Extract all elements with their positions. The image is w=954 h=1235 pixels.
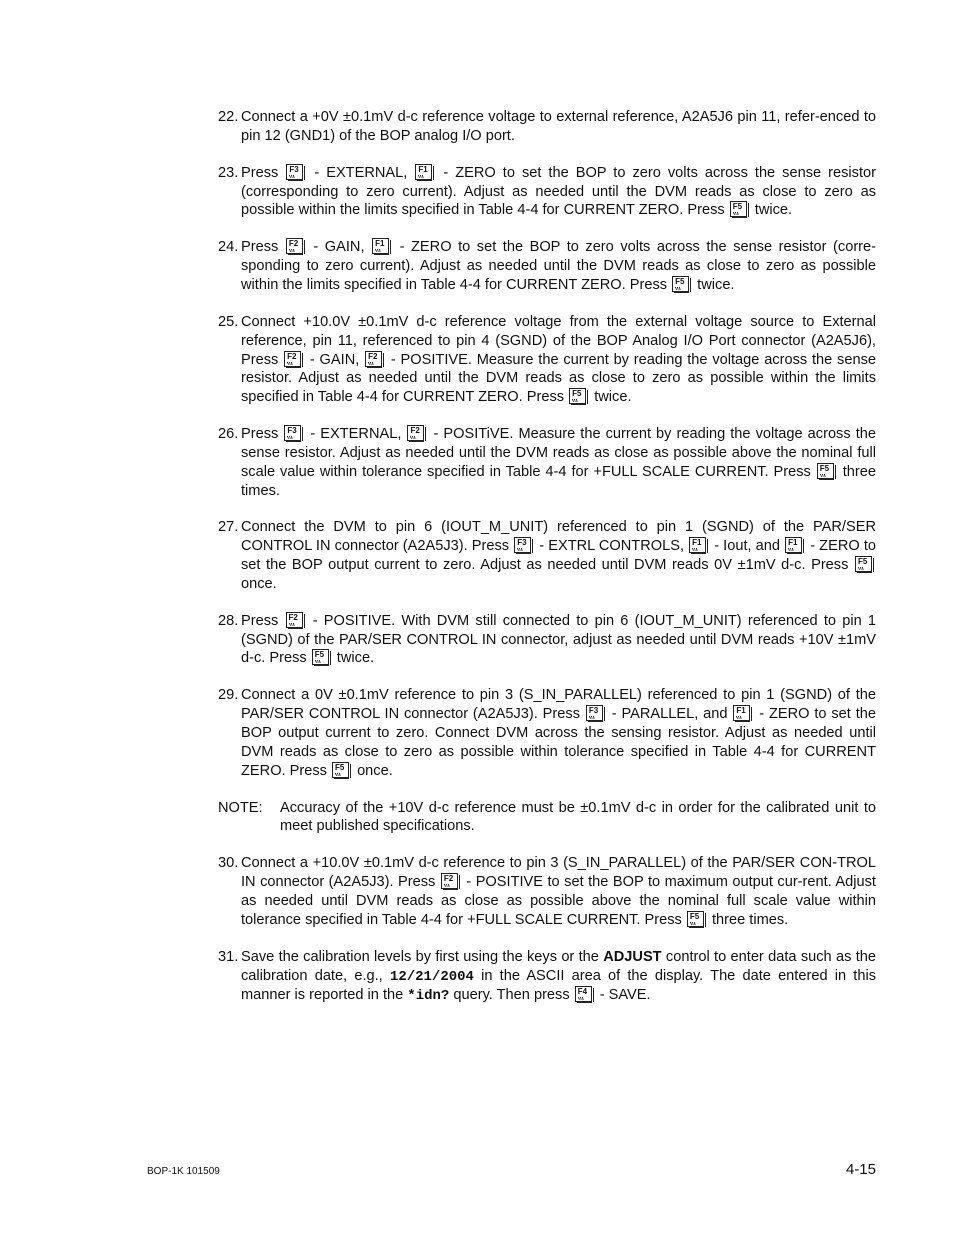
step-27 [218,518,876,593]
step-text: Connect the DVM to pin 6 (IOUT_M_UNIT) referenced to pin 1 (SGND) of the PAR/SER CONTROL IN connector (A2A5J3). Press F3 - EXTRL CONTROLS, F1 - Iout, and F1 - ZERO to set the BOP output current to zero. Adjust as needed until DVM reads 0V ±1mV d-c. Press F5 once. [241,519,876,592]
f5-key-icon: F5 [730,201,750,218]
idn-query: *idn? [407,988,450,1005]
f5-key-icon: F5 [569,388,589,405]
f2-key-icon: F2 [407,425,427,442]
step-23 [218,164,876,220]
f5-key-icon: F5 [855,556,875,573]
step-26 [218,425,876,500]
f2-key-icon: F2 [286,238,306,255]
step-31 [218,948,876,1006]
step-number: 27. [218,519,239,536]
f5-key-icon: F5 [817,463,837,480]
step-22 [218,108,876,146]
step-number: 24. [218,239,239,256]
step-number: 26. [218,426,239,443]
step-29 [218,686,876,780]
step-text: Save the calibration levels by first using the keys or the ADJUST control to enter data such as the calibration date, e.g., 12/21/2004 in the ASCII area of the display. The date entered in this manner is reported in the *idn? query. Then press F4 - SAVE. [241,948,876,1005]
step-25 [218,313,876,407]
f1-key-icon: F1 [372,238,392,255]
step-text: Press F2 - POSITIVE. With DVM still connected to pin 6 (IOUT_M_UNIT) referenced to pin 1 (SGND) of the PAR/SER CONTROL IN connector, adjust as needed until DVM reads +10V ±1mV d-c. Press F5 twice. [241,612,877,667]
note-text: Accuracy of the +10V d-c reference must be ±0.1mV d-c in order for the calibrated unit to meet published specifications. [280,799,876,835]
adjust-control-label: ADJUST [603,948,662,965]
step-text: Connect +10.0V ±0.1mV d-c reference voltage from the external voltage source to External reference, pin 11, referenced to pin 4 (SGND) of the BOP Analog I/O Port connector (A2A5J6), Press F2 - GAIN, F2 - POSITIVE. Measure the current by reading the voltage across the sense resistor. Adjust as needed until the DVM reads as close to zero as possible within the limits specified in Table 4-4 for CURRENT ZERO. Press F5 twice. [241,313,876,406]
footer-page-number: 4-15 [845,1161,876,1178]
step-text: Press F3 - EXTERNAL, F1 - ZERO to set the BOP to zero volts across the sense resistor (corresponding to zero current). Adjust as needed until the DVM reads as close to zero as possible within the limits specified in Table 4-4 for CURRENT ZERO. Press F5 twice. [241,164,876,219]
step-28 [218,612,876,668]
f3-key-icon: F3 [286,164,306,181]
step-30 [218,854,876,929]
step-number: 29. [218,687,239,704]
f2-key-icon: F2 [365,351,385,368]
f5-key-icon: F5 [332,762,352,779]
f2-key-icon: F2 [441,873,461,890]
step-text: Connect a +10.0V ±0.1mV d-c reference to pin 3 (S_IN_PARALLEL) of the PAR/SER CON-TROL IN connector (A2A5J3). Press F2 - POSITIVE to set the BOP to maximum output cur-rent. Adjust as needed until DVM reads as close as possible above the nominal full scale value within tolerance specified in Table 4-4 for +FULL SCALE CURRENT. Press F5 three times. [241,855,876,928]
page-content [218,108,876,1024]
step-number: 30. [218,855,239,872]
step-text: Connect a 0V ±0.1mV reference to pin 3 (S_IN_PARALLEL) referenced to pin 1 (SGND) of the PAR/SER CONTROL IN connector (A2A5J3). Press F3 - PARALLEL, and F1 - ZERO to set the BOP output current to zero. Connect DVM across the sensing resistor. Adjust as needed until DVM reads as close to zero as possible within tolerance specified in Table 4-4 for CURRENT ZERO. Press F5 once. [241,687,877,779]
f2-key-icon: F2 [284,351,304,368]
f3-key-icon: F3 [586,705,606,722]
f3-key-icon: F3 [284,425,304,442]
step-number: 25. [218,313,239,330]
f1-key-icon: F1 [689,537,709,554]
step-number: 28. [218,612,239,629]
note [218,799,876,837]
date-example: 12/21/2004 [389,968,474,985]
note-label: NOTE: [218,799,263,816]
f4-key-icon: F4 [575,986,595,1003]
f1-key-icon: F1 [733,705,753,722]
step-number: 31. [218,948,239,965]
step-number: 23. [218,164,239,181]
footer-doc-id: BOP-1K 101509 [147,1166,220,1177]
f1-key-icon: F1 [785,537,805,554]
f1-key-icon: F1 [415,164,435,181]
step-24 [218,238,876,294]
step-text: Press F3 - EXTERNAL, F2 - POSITiVE. Measure the current by reading the voltage across the sense resistor. Adjust as needed until the DVM reads as close as possible above the nominal full scale value within tolerance specified in Table 4-4 for +FULL SCALE CURRENT. Press F5 three times. [241,426,876,499]
step-number: 22. [218,109,239,125]
step-text: Press F2 - GAIN, F1 - ZERO to set the BOP to zero volts across the sense resistor (corre-sponding to zero current). Adjust as needed until the DVM reads as close to zero as possible within the limits specified in Table 4-4 for CURRENT ZERO. Press F5 twice. [241,239,877,293]
f5-key-icon: F5 [672,276,692,293]
f5-key-icon: F5 [312,649,332,666]
f5-key-icon: F5 [687,911,707,928]
f2-key-icon: F2 [286,612,306,629]
f3-key-icon: F3 [514,537,534,554]
step-text: Connect a +0V ±0.1mV d-c reference voltage to external reference, A2A5J6 pin 11, refer-enced to pin 12 (GND1) of the BOP analog I/O port. [241,109,876,144]
